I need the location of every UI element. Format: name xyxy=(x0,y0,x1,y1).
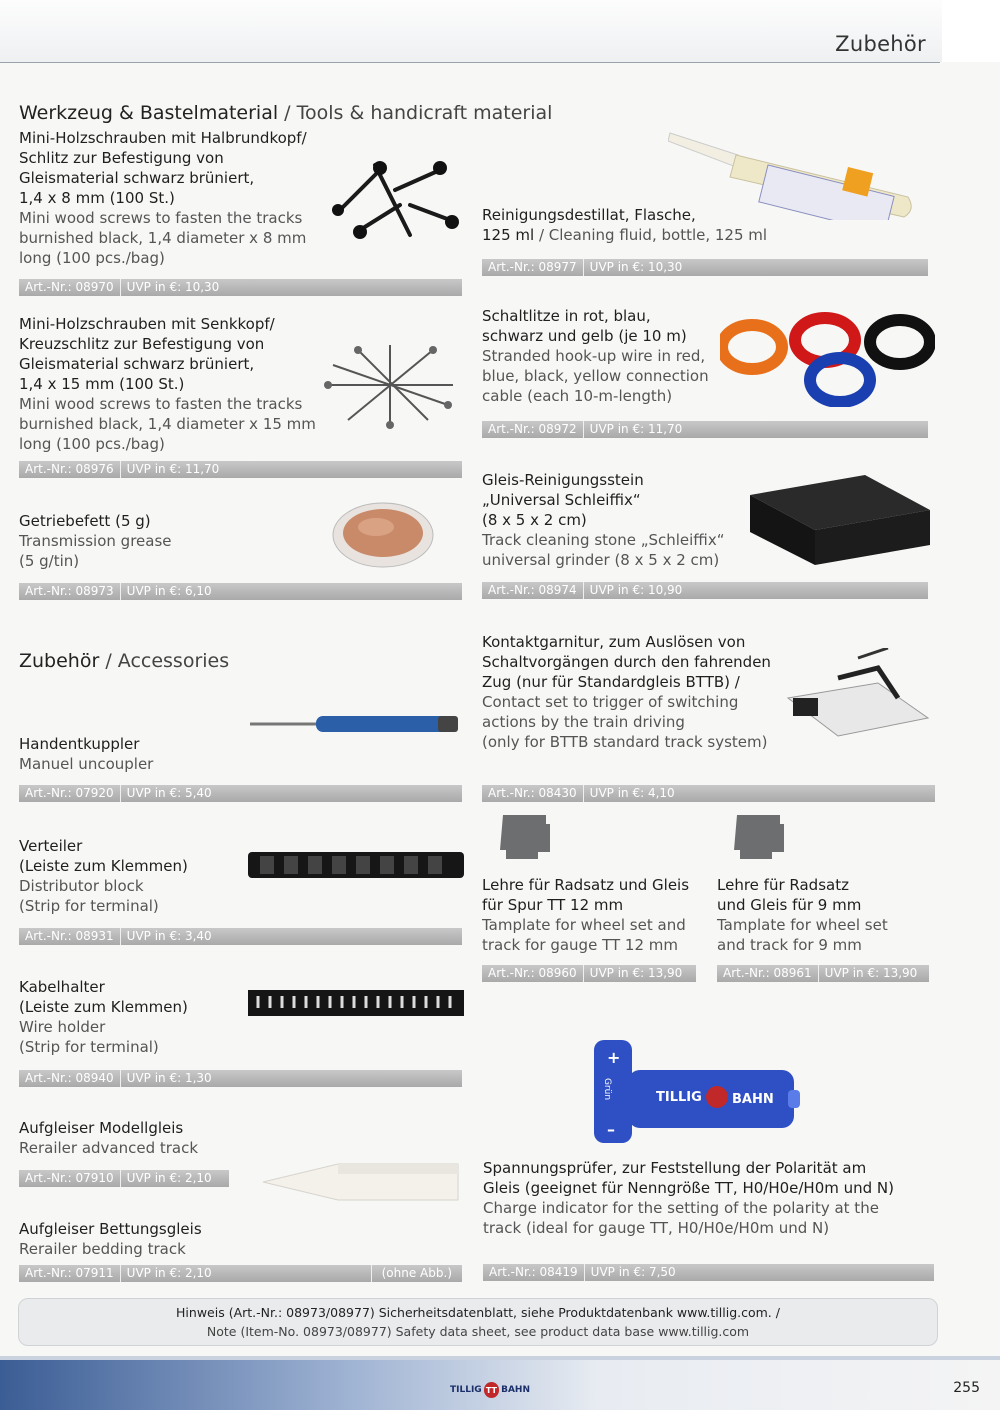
product-desc-line: Stranded hook-up wire in red, xyxy=(482,347,706,365)
product-desc-line: Tamplate for wheel set xyxy=(717,916,888,934)
logo-mark-icon: TT xyxy=(484,1382,499,1398)
price: UVP in €: 7,50 xyxy=(590,1265,676,1279)
price-bar-08960 xyxy=(482,965,696,982)
product-name-line: Gleis (geeignet für Nenngröße TT, H0/H0e/H0m und N) xyxy=(483,1179,894,1197)
safety-note xyxy=(18,1298,938,1346)
product-desc-line: and track for 9 mm xyxy=(717,936,862,954)
product-desc-line: actions by the train driving xyxy=(482,713,685,731)
product-08977 xyxy=(482,205,782,245)
product-name-line: Mini-Holzschrauben mit Halbrundkopf/ xyxy=(19,129,307,147)
price-bar-08961 xyxy=(717,965,929,982)
product-desc-line: long (100 pcs./bag) xyxy=(19,435,165,453)
product-name-line: Mini-Holzschrauben mit Senkkopf/ xyxy=(19,315,275,333)
gauge-template-tt-image xyxy=(498,812,553,862)
cleaning-stone-image xyxy=(745,470,935,570)
product-desc-line: (only for BTTB standard track system) xyxy=(482,733,768,751)
product-07910 xyxy=(19,1118,259,1158)
article-number: Art.-Nr.: 08419 xyxy=(483,1264,585,1281)
article-number: Art.-Nr.: 08430 xyxy=(482,785,584,802)
header-rule xyxy=(0,32,940,63)
product-desc-line: Mini wood screws to fasten the tracks xyxy=(19,209,303,227)
product-name-line: für Spur TT 12 mm xyxy=(482,896,624,914)
price: UVP in €: 6,10 xyxy=(126,584,212,598)
section-title-sep: / xyxy=(278,102,297,124)
screws-countersunk-image xyxy=(318,340,463,430)
uncoupler-image xyxy=(248,710,463,738)
product-08972 xyxy=(482,306,722,406)
price-bar-08972 xyxy=(482,421,928,438)
wire-coils-image xyxy=(720,312,935,407)
product-desc-line: (5 g/tin) xyxy=(19,552,80,570)
product-08960 xyxy=(482,875,707,955)
product-desc-line: blue, black, yellow connection xyxy=(482,367,709,385)
page-title: Zubehör xyxy=(835,32,926,56)
section-title-en: Accessories xyxy=(117,650,230,672)
tester-brand-left: TILLIG xyxy=(656,1090,702,1105)
article-number: Art.-Nr.: 08931 xyxy=(19,928,121,945)
logo-text-left: TILLIG xyxy=(450,1385,482,1395)
product-08940 xyxy=(19,977,249,1057)
product-name-line: Schaltlitze in rot, blau, xyxy=(482,307,651,325)
product-desc-line: track for gauge TT 12 mm xyxy=(482,936,678,954)
product-desc-line: track (ideal for gauge TT, H0/H0e/H0m und N) xyxy=(483,1219,830,1237)
section-title-accessories xyxy=(19,650,229,672)
product-08973 xyxy=(19,511,319,571)
product-08430 xyxy=(482,632,812,752)
product-07911 xyxy=(19,1219,259,1259)
price: UVP in €: 10,30 xyxy=(589,260,683,274)
safety-note-de: Hinweis (Art.-Nr.: 08973/08977) Sicherheitsdatenblatt, siehe Produktdatenbank www.tillig.com. / xyxy=(176,1305,780,1320)
price: UVP in €: 11,70 xyxy=(589,422,683,436)
section-title-de: Werkzeug & Bastelmaterial xyxy=(19,102,279,124)
price-bar-08977 xyxy=(482,259,928,276)
price-bar-08419 xyxy=(483,1264,934,1281)
brand-logo xyxy=(450,1381,530,1399)
price: UVP in €: 11,70 xyxy=(126,462,220,476)
article-number: Art.-Nr.: 07911 xyxy=(19,1265,121,1282)
product-desc-line: universal grinder (8 x 5 x 2 cm) xyxy=(482,551,720,569)
article-number: Art.-Nr.: 08940 xyxy=(19,1070,121,1087)
product-desc-line: Charge indicator for the setting of the polarity at the xyxy=(483,1199,879,1217)
product-08974 xyxy=(482,470,752,570)
product-desc-line: Manuel uncoupler xyxy=(19,755,154,773)
product-07920 xyxy=(19,734,259,774)
price: UVP in €: 2,10 xyxy=(126,1171,212,1185)
product-08931 xyxy=(19,836,249,916)
product-desc-line: Contact set to trigger of switching xyxy=(482,693,739,711)
charge-indicator-image xyxy=(592,1040,802,1145)
product-desc-line: Wire holder xyxy=(19,1018,106,1036)
name-separator: / xyxy=(534,226,549,244)
product-desc-line: (Strip for terminal) xyxy=(19,897,159,915)
header-corner xyxy=(942,0,1000,62)
product-name-line: Reinigungsdestillat, Flasche, xyxy=(482,206,696,224)
product-desc-line: (Strip for terminal) xyxy=(19,1038,159,1056)
price: UVP in €: 4,10 xyxy=(589,786,675,800)
product-name-line: Lehre für Radsatz xyxy=(717,876,849,894)
price: UVP in €: 13,90 xyxy=(589,966,683,980)
product-name-line: Kreuzschlitz zur Befestigung von xyxy=(19,335,265,353)
product-name-line: schwarz und gelb (je 10 m) xyxy=(482,327,687,345)
product-name-line: und Gleis für 9 mm xyxy=(717,896,862,914)
contact-set-image xyxy=(778,648,938,743)
price-bar-07920 xyxy=(19,785,462,802)
product-name-line: Verteiler xyxy=(19,837,83,855)
screws-halfround-image xyxy=(320,150,465,240)
product-desc-line: cable (each 10-m-length) xyxy=(482,387,673,405)
product-name-line: Schlitz zur Befestigung von xyxy=(19,149,224,167)
rerailer-image xyxy=(258,1152,466,1214)
plus-label: + xyxy=(607,1048,621,1067)
product-name-line: Getriebefett (5 g) xyxy=(19,512,151,530)
price-bar-08931 xyxy=(19,928,462,945)
article-number: Art.-Nr.: 08976 xyxy=(19,461,121,478)
minus-label: – xyxy=(607,1120,615,1139)
product-desc-line: Mini wood screws to fasten the tracks xyxy=(19,395,303,413)
gauge-template-9mm-image xyxy=(732,812,787,862)
product-08961 xyxy=(717,875,937,955)
logo-text-right: BAHN xyxy=(501,1385,530,1395)
green-label: Grün xyxy=(602,1077,613,1101)
product-name-line: Spannungsprüfer, zur Feststellung der Polarität am xyxy=(483,1159,867,1177)
wire-holder-image xyxy=(248,988,466,1018)
price-bar-08940 xyxy=(19,1070,462,1087)
price-bar-07911 xyxy=(19,1265,462,1282)
volume: 125 ml xyxy=(482,226,535,244)
tester-brand-right: BAHN xyxy=(732,1092,774,1107)
product-name-line: Aufgleiser Modellgleis xyxy=(19,1119,184,1137)
product-desc-line: Rerailer advanced track xyxy=(19,1139,199,1157)
no-image-note: (ohne Abb.) xyxy=(371,1265,462,1282)
product-name-line: Lehre für Radsatz und Gleis xyxy=(482,876,690,894)
product-desc-line: burnished black, 1,4 diameter x 8 mm xyxy=(19,229,307,247)
product-desc-line: Track cleaning stone „Schleiffix“ xyxy=(482,531,725,549)
product-desc-line: Transmission grease xyxy=(19,532,172,550)
product-name-line: (Leiste zum Klemmen) xyxy=(19,998,188,1016)
article-number: Art.-Nr.: 08974 xyxy=(482,582,584,599)
product-08419 xyxy=(483,1158,943,1238)
product-desc-line: Tamplate for wheel set and xyxy=(482,916,686,934)
product-name-line: 1,4 x 8 mm (100 St.) xyxy=(19,189,175,207)
product-name-line: Gleismaterial schwarz brüniert, xyxy=(19,355,255,373)
price-bar-08970 xyxy=(19,279,462,296)
price: UVP in €: 10,30 xyxy=(126,280,220,294)
section-title-tools xyxy=(19,102,552,124)
product-name-line: „Universal Schleiffix“ xyxy=(482,491,641,509)
product-name-line: Kabelhalter xyxy=(19,978,105,996)
distributor-block-image xyxy=(248,848,466,882)
article-number: Art.-Nr.: 08972 xyxy=(482,421,584,438)
product-name-line: Handentkuppler xyxy=(19,735,140,753)
product-name-line: Kontaktgarnitur, zum Auslösen von xyxy=(482,633,746,651)
product-08970 xyxy=(19,128,329,268)
product-name-line: Gleis-Reinigungsstein xyxy=(482,471,644,489)
section-title-de: Zubehör xyxy=(19,650,100,672)
price-bar-08430 xyxy=(482,785,935,802)
tester-logo-mark xyxy=(706,1086,728,1108)
article-number: Art.-Nr.: 08973 xyxy=(19,583,121,600)
price: UVP in €: 5,40 xyxy=(126,786,212,800)
product-08976 xyxy=(19,314,329,454)
article-number: Art.-Nr.: 08961 xyxy=(717,965,819,982)
price-bar-08973 xyxy=(19,583,462,600)
price-bar-08974 xyxy=(482,582,928,599)
price: UVP in €: 10,90 xyxy=(589,583,683,597)
product-name-line: (8 x 5 x 2 cm) xyxy=(482,511,587,529)
product-desc-line: Distributor block xyxy=(19,877,144,895)
product-name-line xyxy=(482,225,782,245)
product-name-line: Gleismaterial schwarz brüniert, xyxy=(19,169,255,187)
price-bar-07910 xyxy=(19,1170,229,1187)
product-name-line: Schaltvorgängen durch den fahrenden xyxy=(482,653,771,671)
product-name-line: Aufgleiser Bettungsgleis xyxy=(19,1220,202,1238)
article-number: Art.-Nr.: 07910 xyxy=(19,1170,121,1187)
grease-tin-image xyxy=(328,495,438,575)
article-number: Art.-Nr.: 08970 xyxy=(19,279,121,296)
article-number: Art.-Nr.: 07920 xyxy=(19,785,121,802)
product-name-line: 1,4 x 15 mm (100 St.) xyxy=(19,375,185,393)
price: UVP in €: 1,30 xyxy=(126,1071,212,1085)
article-number: Art.-Nr.: 08960 xyxy=(482,965,584,982)
product-desc-line: Cleaning fluid, bottle, 125 ml xyxy=(548,226,768,244)
section-title-en: Tools & handicraft material xyxy=(296,102,553,124)
product-desc-line: long (100 pcs./bag) xyxy=(19,249,165,267)
page-number: 255 xyxy=(953,1380,980,1396)
price: UVP in €: 13,90 xyxy=(824,966,918,980)
product-desc-line: burnished black, 1,4 diameter x 15 mm xyxy=(19,415,316,433)
safety-note-en: Note (Item-No. 08973/08977) Safety data sheet, see product data base www.tillig.com xyxy=(206,1324,750,1339)
article-number: Art.-Nr.: 08977 xyxy=(482,259,584,276)
product-name-line: (Leiste zum Klemmen) xyxy=(19,857,188,875)
section-title-sep: / xyxy=(99,650,118,672)
price: UVP in €: 2,10 xyxy=(126,1266,212,1280)
price: UVP in €: 3,40 xyxy=(126,929,212,943)
price-bar-08976 xyxy=(19,461,462,478)
product-name-line: Zug (nur für Standardgleis BTTB) / xyxy=(482,673,740,691)
product-desc-line: Rerailer bedding track xyxy=(19,1240,186,1258)
